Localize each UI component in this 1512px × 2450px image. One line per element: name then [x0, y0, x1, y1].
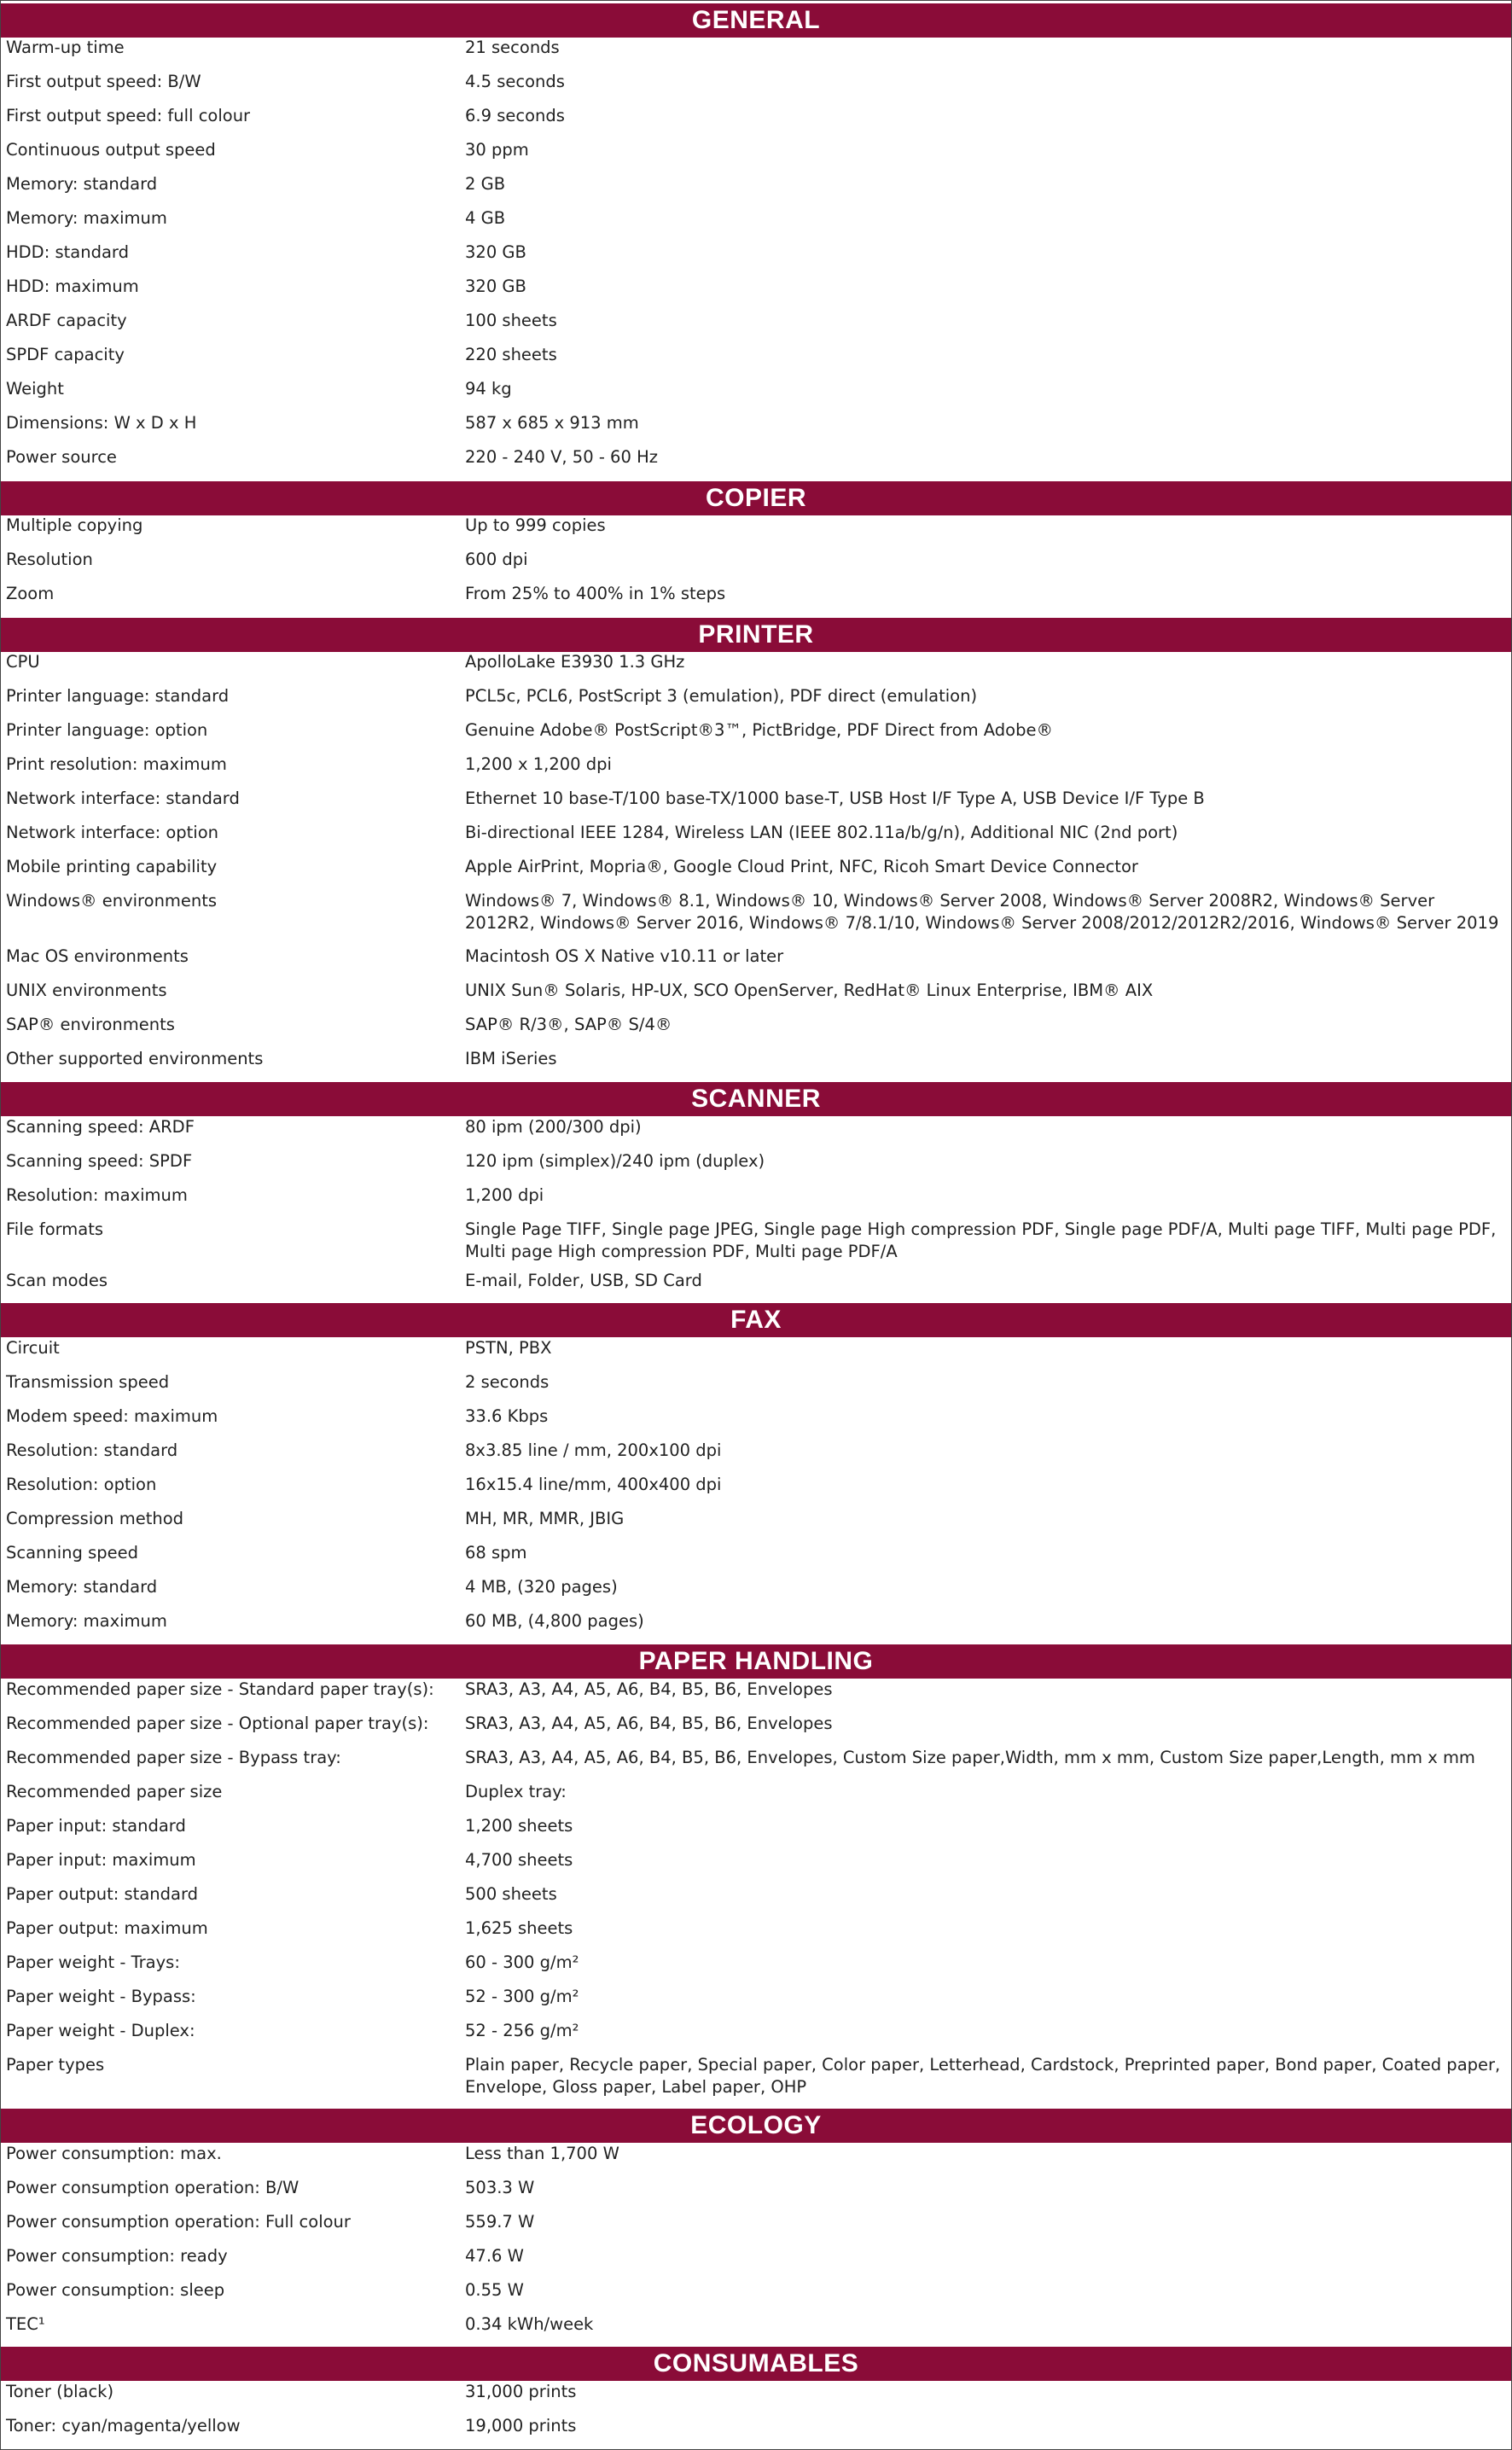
spec-label: Resolution: maximum — [6, 1185, 188, 1205]
spec-label: Memory: maximum — [6, 1611, 167, 1631]
spec-label: Paper types — [6, 2055, 105, 2075]
spec-label: Modem speed: maximum — [6, 1406, 218, 1426]
spec-value: Genuine Adobe® PostScript®3™, PictBridge, PDF Direct from Adobe® — [465, 720, 1053, 740]
spec-label: Paper weight - Duplex: — [6, 2021, 195, 2040]
spec-value: 16x15.4 line/mm, 400x400 dpi — [465, 1475, 722, 1494]
spec-label: Network interface: option — [6, 823, 219, 842]
spec-value: ApolloLake E3930 1.3 GHz — [465, 652, 685, 672]
spec-value: 19,000 prints — [465, 2416, 577, 2435]
spec-label: Dimensions: W x D x H — [6, 413, 197, 433]
spec-label: ARDF capacity — [6, 311, 127, 330]
spec-value: 60 MB, (4,800 pages) — [465, 1611, 644, 1631]
section-header-printer: PRINTER — [1, 618, 1511, 652]
spec-value: SAP® R/3®, SAP® S/4® — [465, 1015, 672, 1034]
spec-value: 80 ipm (200/300 dpi) — [465, 1117, 642, 1137]
spec-value: 320 GB — [465, 242, 526, 262]
spec-label: Resolution: option — [6, 1475, 157, 1494]
section-header-consumables: CONSUMABLES — [1, 2347, 1511, 2381]
spec-value: Less than 1,700 W — [465, 2144, 619, 2163]
spec-label: Paper weight - Trays: — [6, 1952, 180, 1972]
spec-value: 4.5 seconds — [465, 72, 565, 91]
spec-value: Bi-directional IEEE 1284, Wireless LAN (IEEE 802.11a/b/g/n), Additional NIC (2nd port) — [465, 823, 1178, 842]
spec-value: 587 x 685 x 913 mm — [465, 413, 639, 433]
spec-value: 600 dpi — [465, 550, 528, 569]
spec-value: From 25% to 400% in 1% steps — [465, 584, 726, 603]
spec-label: Recommended paper size - Optional paper tray(s): — [6, 1714, 429, 1733]
spec-label: Toner (black) — [6, 2382, 114, 2401]
spec-label: Circuit — [6, 1338, 60, 1358]
spec-value: 4 MB, (320 pages) — [465, 1577, 618, 1597]
spec-value: PCL5c, PCL6, PostScript 3 (emulation), PDF direct (emulation) — [465, 686, 978, 706]
spec-label: Recommended paper size - Bypass tray: — [6, 1748, 341, 1767]
section-header-general: GENERAL — [1, 3, 1511, 38]
spec-label: Mobile printing capability — [6, 857, 218, 876]
spec-value: 0.55 W — [465, 2280, 524, 2300]
spec-label: First output speed: B/W — [6, 72, 201, 91]
spec-value: 47.6 W — [465, 2246, 524, 2266]
spec-value: 30 ppm — [465, 140, 529, 160]
spec-label: Recommended paper size - Standard paper tray(s): — [6, 1679, 434, 1699]
spec-value: 1,625 sheets — [465, 1918, 573, 1938]
spec-label: Printer language: option — [6, 720, 208, 740]
spec-value: Windows® 7, Windows® 8.1, Windows® 10, Windows® Server 2008, Windows® Server 2008R2, Windows® Server 2012R2, Windows® Server 2016, Windows® 7/8.1/10, Windows® Server 2008/2012/2012R2/2016, Windows® Server 2019 — [465, 891, 1499, 933]
spec-label: Recommended paper size — [6, 1782, 223, 1801]
spec-value: MH, MR, MMR, JBIG — [465, 1509, 625, 1528]
spec-label: Memory: maximum — [6, 208, 167, 228]
spec-value: Ethernet 10 base-T/100 base-TX/1000 base-T, USB Host I/F Type A, USB Device I/F Type B — [465, 789, 1205, 808]
spec-value: SRA3, A3, A4, A5, A6, B4, B5, B6, Envelopes — [465, 1714, 833, 1733]
spec-value: UNIX Sun® Solaris, HP-UX, SCO OpenServer, RedHat® Linux Enterprise, IBM® AIX — [465, 981, 1154, 1000]
spec-label: Paper input: standard — [6, 1816, 186, 1836]
spec-value: 6.9 seconds — [465, 106, 565, 125]
spec-label: Power consumption operation: B/W — [6, 2178, 299, 2197]
spec-value: 1,200 sheets — [465, 1816, 573, 1836]
spec-label: Power consumption operation: Full colour — [6, 2212, 351, 2232]
spec-label: Resolution — [6, 550, 93, 569]
spec-value: 60 - 300 g/m² — [465, 1952, 579, 1972]
spec-label: Memory: standard — [6, 174, 158, 194]
spec-label: First output speed: full colour — [6, 106, 251, 125]
spec-value: 4 GB — [465, 208, 506, 228]
spec-value: 68 spm — [465, 1543, 527, 1563]
spec-label: Paper output: maximum — [6, 1918, 208, 1938]
spec-label: Windows® environments — [6, 891, 218, 911]
spec-label: Print resolution: maximum — [6, 754, 227, 774]
spec-value: 21 seconds — [465, 38, 560, 57]
spec-value: Single Page TIFF, Single page JPEG, Single page High compression PDF, Single page PDF/A, Multi page TIFF, Multi page PDF, Multi page High compression PDF, Multi page PDF/A — [465, 1219, 1497, 1261]
spec-label: Scanning speed: ARDF — [6, 1117, 195, 1137]
spec-label: Toner: cyan/magenta/yellow — [6, 2416, 241, 2435]
spec-value: E-mail, Folder, USB, SD Card — [465, 1271, 702, 1290]
spec-value: 100 sheets — [465, 311, 557, 330]
spec-value: 559.7 W — [465, 2212, 535, 2232]
spec-value: 220 - 240 V, 50 - 60 Hz — [465, 447, 658, 467]
spec-label: HDD: standard — [6, 242, 129, 262]
spec-label: Paper output: standard — [6, 1884, 199, 1904]
spec-value: 0.34 kWh/week — [465, 2314, 594, 2334]
spec-label: Power consumption: max. — [6, 2144, 222, 2163]
section-header-copier: COPIER — [1, 481, 1511, 515]
section-header-scanner: SCANNER — [1, 1082, 1511, 1116]
spec-label: SAP® environments — [6, 1015, 175, 1034]
spec-value: 1,200 dpi — [465, 1185, 544, 1205]
spec-value: SRA3, A3, A4, A5, A6, B4, B5, B6, Envelopes — [465, 1679, 833, 1699]
spec-label: Other supported environments — [6, 1049, 264, 1068]
spec-label: Resolution: standard — [6, 1440, 178, 1460]
spec-value: 31,000 prints — [465, 2382, 577, 2401]
spec-label: Memory: standard — [6, 1577, 158, 1597]
spec-label: Printer language: standard — [6, 686, 230, 706]
spec-label: Weight — [6, 379, 64, 399]
spec-label: SPDF capacity — [6, 345, 125, 364]
spec-label: Transmission speed — [6, 1372, 170, 1392]
spec-label: Scanning speed: SPDF — [6, 1151, 193, 1171]
spec-label: Scan modes — [6, 1271, 108, 1290]
spec-label: Zoom — [6, 584, 55, 603]
spec-value: SRA3, A3, A4, A5, A6, B4, B5, B6, Envelopes, Custom Size paper,Width, mm x mm, Custom Size paper,Length, mm x mm — [465, 1748, 1475, 1767]
spec-value: 220 sheets — [465, 345, 557, 364]
spec-value: 120 ipm (simplex)/240 ipm (duplex) — [465, 1151, 765, 1171]
spec-value: Apple AirPrint, Mopria®, Google Cloud Print, NFC, Ricoh Smart Device Connector — [465, 857, 1138, 876]
spec-value: 8x3.85 line / mm, 200x100 dpi — [465, 1440, 722, 1460]
spec-label: Mac OS environments — [6, 946, 189, 966]
spec-value: 320 GB — [465, 276, 526, 296]
spec-label: HDD: maximum — [6, 276, 139, 296]
spec-value: 2 seconds — [465, 1372, 550, 1392]
spec-value: 52 - 300 g/m² — [465, 1987, 579, 2006]
spec-label: File formats — [6, 1219, 104, 1239]
spec-value: 503.3 W — [465, 2178, 535, 2197]
spec-label: Paper input: maximum — [6, 1850, 196, 1870]
spec-label: CPU — [6, 652, 40, 672]
spec-value: 33.6 Kbps — [465, 1406, 549, 1426]
spec-label: Power source — [6, 447, 117, 467]
spec-value: 500 sheets — [465, 1884, 557, 1904]
spec-label: UNIX environments — [6, 981, 167, 1000]
spec-value: 94 kg — [465, 379, 512, 399]
section-header-ecology: ECOLOGY — [1, 2109, 1511, 2143]
spec-label: Scanning speed — [6, 1543, 139, 1563]
spec-label: Continuous output speed — [6, 140, 216, 160]
spec-label: Paper weight - Bypass: — [6, 1987, 196, 2006]
spec-value: 52 - 256 g/m² — [465, 2021, 579, 2040]
spec-label: Network interface: standard — [6, 789, 240, 808]
spec-value: 1,200 x 1,200 dpi — [465, 754, 612, 774]
spec-value: Plain paper, Recycle paper, Special paper, Color paper, Letterhead, Cardstock, Preprinted paper, Bond paper, Coated paper, Envelope, Gloss paper, Label paper, OHP — [465, 2055, 1501, 2097]
spec-label: TEC¹ — [6, 2314, 45, 2334]
spec-value: PSTN, PBX — [465, 1338, 552, 1358]
spec-label: Warm-up time — [6, 38, 125, 57]
spec-value: Duplex tray: — [465, 1782, 567, 1801]
section-header-paper-handling: PAPER HANDLING — [1, 1644, 1511, 1679]
section-header-fax: FAX — [1, 1303, 1511, 1337]
spec-value: IBM iSeries — [465, 1049, 557, 1068]
spec-label: Multiple copying — [6, 515, 143, 535]
spec-value: Up to 999 copies — [465, 515, 606, 535]
spec-label: Power consumption: ready — [6, 2246, 228, 2266]
spec-value: 2 GB — [465, 174, 506, 194]
spec-value: 4,700 sheets — [465, 1850, 573, 1870]
spec-value: Macintosh OS X Native v10.11 or later — [465, 946, 784, 966]
spec-label: Compression method — [6, 1509, 184, 1528]
spec-label: Power consumption: sleep — [6, 2280, 225, 2300]
